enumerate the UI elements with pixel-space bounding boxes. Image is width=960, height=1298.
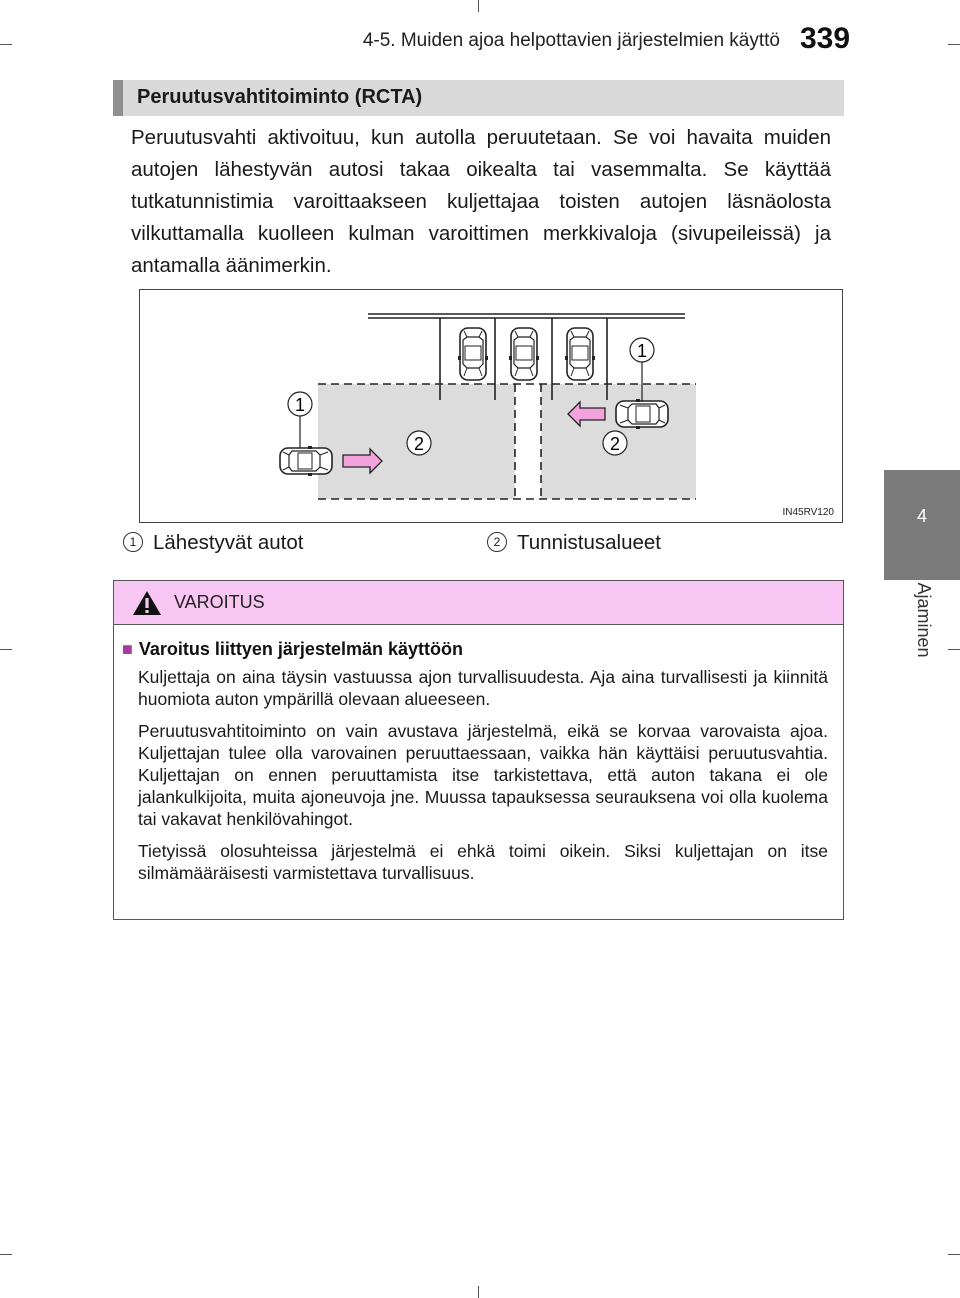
approaching-car-left (280, 446, 332, 476)
warning-header (114, 581, 843, 625)
legend-item-detection-zones (487, 531, 661, 555)
rcta-diagram (139, 289, 843, 523)
intro-paragraph: Peruutusvahti aktivoituu, kun autolla peruutetaan. Se voi havaita muiden autojen lähestyvän autosi takaa oikealta tai vasemmalta. Se käyttää tutkatunnistimia varoittaakseen kuljettajaa toisten autojen läsnäolosta vilkuttamalla kuolleen kulman varoittimen merkkivaloja (sivupeileissä) ja antamalla äänimerkin. (131, 126, 831, 277)
page-number: 339 (800, 22, 851, 55)
warning-label: VAROITUS (174, 592, 265, 612)
warning-heading (122, 639, 843, 660)
crop-mark (948, 1254, 960, 1255)
parked-car (565, 328, 595, 380)
crop-mark (0, 1254, 12, 1255)
chapter-label: Ajaminen (914, 582, 934, 658)
crop-mark (948, 649, 960, 650)
crop-mark (478, 1286, 479, 1298)
callout-1-left (288, 392, 312, 416)
legend-number: 2 (487, 532, 507, 552)
crop-mark (0, 44, 12, 45)
warning-body (114, 639, 843, 894)
callout-2-right (603, 431, 627, 455)
svg-text:2: 2 (413, 434, 425, 454)
square-bullet-icon: ■ (122, 639, 133, 659)
approaching-car-right (616, 399, 668, 429)
legend-number: 1 (123, 532, 143, 552)
own-car (509, 328, 539, 380)
crop-mark (948, 44, 960, 45)
warning-triangle-icon (132, 590, 162, 616)
warning-paragraph: Tietyissä olosuhteissa järjestelmä ei ehkä toimi oikein. Siksi kuljettajan on itse silmämääräisesti varmistettava turvallisuus. (138, 841, 828, 883)
warning-heading-text: Varoitus liittyen järjestelmän käyttöön (138, 639, 463, 659)
crop-mark (0, 649, 12, 650)
section-title: Peruutusvahtitoiminto (RCTA) (137, 86, 423, 108)
svg-text:1: 1 (636, 341, 648, 361)
callout-1-right (630, 338, 654, 362)
crop-mark (478, 0, 479, 12)
legend-item-approaching-cars (123, 531, 303, 555)
legend-label: Lähestyvät autot (153, 531, 304, 554)
figure-code: IN45RV120 (782, 507, 834, 518)
warning-paragraph: Peruutusvahtitoiminto on vain avustava järjestelmä, eikä se korvaa varovaista ajoa. Kuljettajan tulee olla varovainen peruuttaessaan, vaikka hän käyttäisi peruutusvahtia. Kuljettajan on ennen peruuttamista itse tarkistettava, että auton takana ei ole jalankulkijoita, muita ajoneuvoja jne. Muussa tapauksessa seurauksena voi olla kuolema tai vakavat henkilövahingot. (138, 721, 828, 829)
callout-2-left (407, 431, 431, 455)
chapter-number: 4 (916, 506, 927, 526)
rcta-diagram-svg (140, 290, 844, 524)
legend-label: Tunnistusalueet (517, 531, 661, 554)
svg-text:1: 1 (294, 395, 306, 415)
running-header: 4-5. Muiden ajoa helpottavien järjestelmien käyttö (362, 30, 780, 51)
svg-text:2: 2 (609, 434, 621, 454)
warning-paragraph: Kuljettaja on aina täysin vastuussa ajon turvallisuudesta. Aja aina turvallisesti ja kiinnitä huomiota auton ympärillä olevaan alueeseen. (138, 667, 828, 709)
section-title-bar (113, 80, 844, 116)
parked-car (458, 328, 488, 380)
warning-box (113, 580, 844, 920)
